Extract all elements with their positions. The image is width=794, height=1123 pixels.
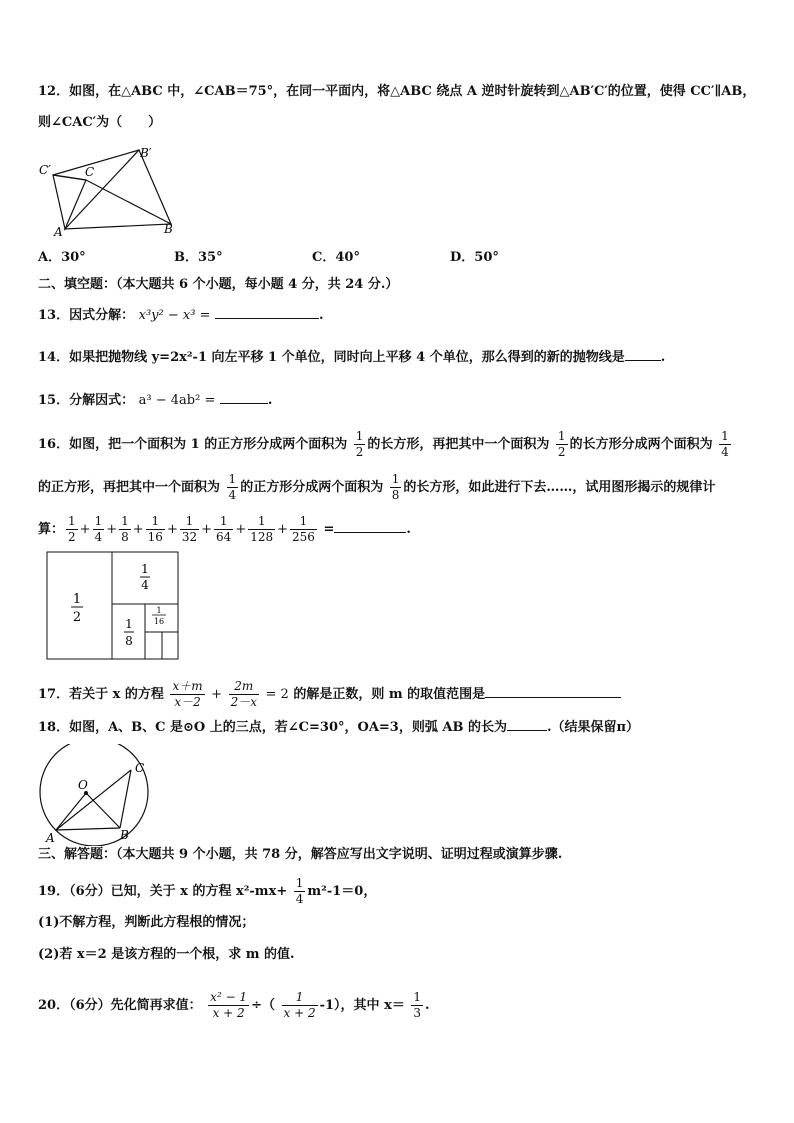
plus-sign: + (235, 522, 247, 537)
plus-sign: + (166, 522, 178, 537)
answer-blank[interactable] (215, 306, 319, 319)
q18-circle-figure (34, 744, 150, 846)
sum-term: $\frac{1}{16}$ (147, 514, 163, 544)
label-b-prime: B′ (140, 146, 152, 160)
q12-options (38, 248, 499, 268)
q13: 13．因式分解： x³y² − x³ = . (38, 308, 324, 323)
svg-text:2: 2 (72, 610, 82, 625)
label-a: A (54, 225, 63, 238)
section-3-heading: 三、解答题：（本大题共 9 个小题，共 78 分，解答应写出文字说明、证明过程或演算步骤. (38, 847, 563, 862)
frac-half: $\frac{1}{2}$ (355, 429, 364, 459)
label-c-prime: C′ (39, 163, 51, 177)
frac-quarter: $\frac{1}{4}$ (721, 429, 729, 459)
label-sixteenth (152, 606, 166, 626)
label-c: C (135, 761, 145, 775)
plus-sign: + (132, 522, 144, 537)
sum-term: $\frac{1}{8}$ (121, 514, 129, 544)
svg-text:1: 1 (141, 562, 149, 576)
q16-line2: 的正方形，再把其中一个面积为 $\frac{1}{4}$ 的正方形分成两个面积为 $\frac{1}{8}$ 的长方形，如此进行下去……，试用图形揭示的规律计 (38, 472, 716, 502)
frac-eighth: $\frac{1}{8}$ (391, 472, 400, 502)
sum-term: $\frac{1}{128}$ (250, 514, 274, 544)
answer-blank[interactable] (334, 520, 406, 533)
answer-blank[interactable] (625, 348, 661, 361)
answer-blank[interactable] (485, 685, 621, 698)
label-b: B (120, 828, 129, 842)
frac-half: $\frac{1}{2}$ (557, 429, 566, 459)
q19-part2: (2)若 x＝2 是该方程的一个根，求 m 的值. (38, 947, 295, 962)
frac-quarter: $\frac{1}{4}$ (228, 472, 237, 502)
label-eighth (124, 617, 134, 648)
svg-text:1: 1 (72, 592, 82, 607)
sum-term: $\frac{1}{32}$ (181, 514, 198, 544)
svg-text:16: 16 (153, 617, 165, 626)
q19-part1: (1)不解方程，判断此方程根的情况； (38, 915, 255, 930)
sum-term: $\frac{1}{256}$ (292, 514, 315, 544)
sum-term: $\frac{1}{4}$ (94, 514, 103, 544)
q15: 15．分解因式： a³ − 4ab² = . (38, 393, 273, 408)
label-a: A (46, 831, 55, 845)
svg-text:1: 1 (156, 606, 162, 615)
answer-blank[interactable] (507, 718, 547, 731)
section-2-heading: 二、填空题：（本大题共 6 个小题，每小题 4 分，共 24 分.） (38, 277, 399, 292)
option-d: D．50° (450, 250, 499, 265)
q18: 18．如图，A、B、C 是⊙O 上的三点，若∠C=30°，OA=3，则弧 AB 的长为 .（结果保留π） (38, 720, 640, 735)
svg-text:8: 8 (125, 634, 133, 648)
q12-line1: 12．如图，在△ABC 中，∠CAB＝75°，在同一平面内，将△ABC 绕点 A 逆时针旋转到△AB′C′的位置，使得 CC′∥AB， (38, 84, 756, 99)
q17: 17．若关于 x 的方程 $\frac{x+m}{x-2}$ + $\frac{2m}{2-x}$ = 2 的解是正数，则 m 的取值范围是 (38, 679, 621, 710)
q16-line1: 16．如图，把一个面积为 1 的正方形分成两个面积为 $\frac{1}{2}$ 的长方形，再把其中一个面积为 $\frac{1}{2}$ 的长方形分成两个面积为 $\frac{1}{4}$ (38, 429, 729, 459)
label-half (71, 592, 83, 625)
q19: 19．（6分）已知，关于 x 的方程 x²-mx+ $\frac{1}{4}$ m²-1＝0， (38, 876, 377, 906)
option-b: B．35° (174, 250, 223, 265)
q16-line3: 算： $\frac{1}{2}$ + $\frac{1}{4}$ + $\frac{1}{8}$ + $\frac{1}{16}$ + $\frac{1}{32}$ + $\frac{1}{64}$ + $\frac{1}{128}$ + $\frac{1}{256}$ = . (38, 514, 411, 544)
svg-text:4: 4 (141, 578, 149, 592)
label-o: O (78, 778, 88, 792)
plus-sign: + (277, 522, 289, 537)
plus-sign: + (79, 522, 91, 537)
plus-sign: + (106, 522, 118, 537)
label-b: B (164, 222, 173, 236)
q12-figure (36, 142, 186, 238)
q12-line2: 则∠CAC′为（ ） (38, 115, 162, 130)
option-a: A．30° (38, 250, 86, 265)
sum-term: $\frac{1}{64}$ (216, 514, 232, 544)
plus-sign: + (201, 522, 213, 537)
q20: 20．（6分）先化简再求值： $\frac{\text{x² − 1}}{x + 2}$ ÷（ $\frac{1}{x + 2}$ -1），其中 x＝ $\frac{1}{3}$ . (38, 990, 430, 1020)
option-c: C．40° (312, 250, 360, 265)
answer-blank[interactable] (220, 391, 268, 404)
svg-text:1: 1 (125, 617, 133, 631)
sum-term: $\frac{1}{2}$ (68, 514, 76, 544)
label-quarter (140, 562, 150, 592)
label-c: C (85, 165, 95, 179)
q16-square-figure (46, 551, 180, 661)
q14: 14．如果把抛物线 y=2x²-1 向左平移 1 个单位，同时向上平移 4 个单位，那么得到的新的抛物线是 . (38, 350, 666, 365)
